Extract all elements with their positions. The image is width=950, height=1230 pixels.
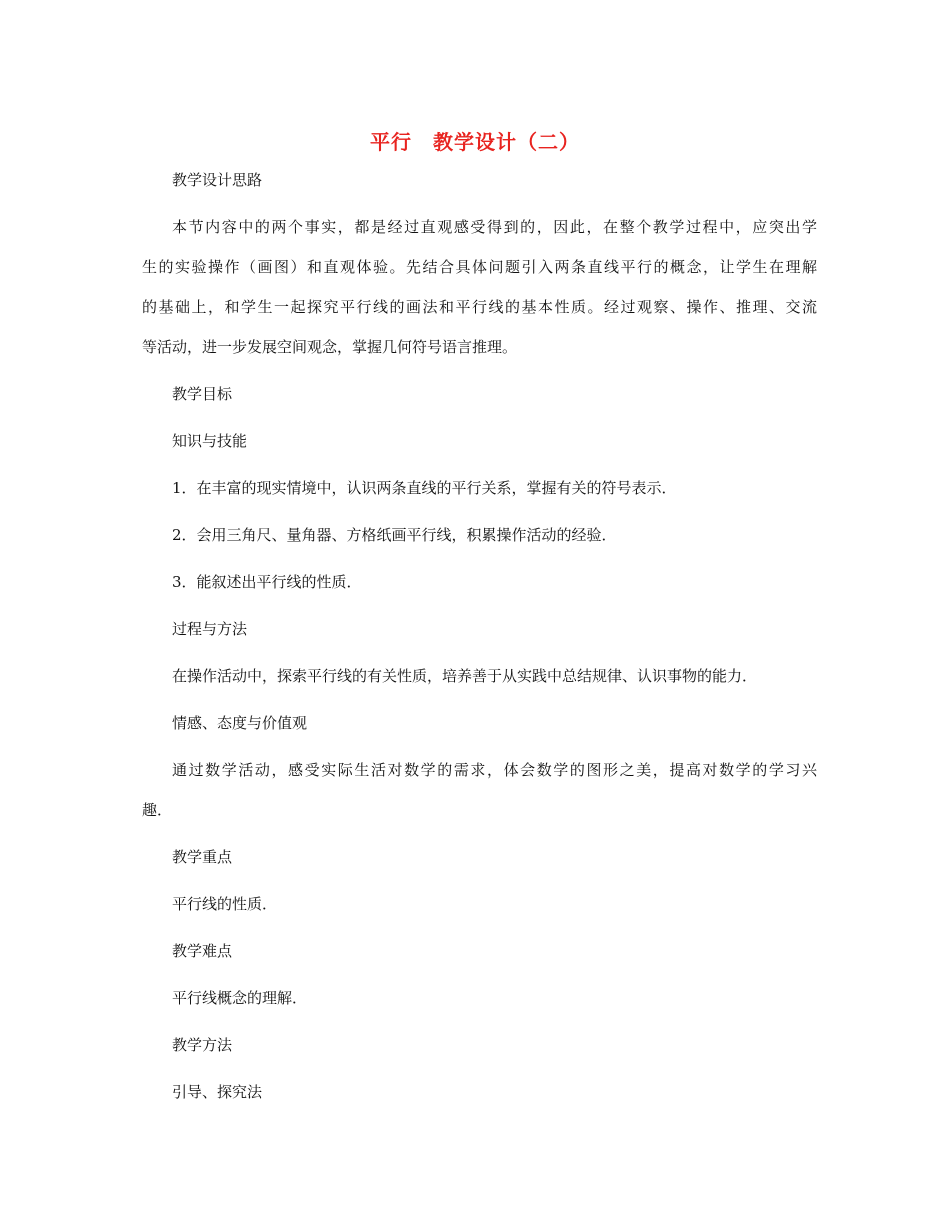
difficulty-text: 平行线概念的理解．	[172, 989, 308, 1007]
method-text: 引导、探究法	[172, 1083, 263, 1101]
process-text: 在操作活动中，探索平行线的有关性质，培养善于从实践中总结规律、认识事物的能力．	[172, 667, 758, 685]
knowledge-item-2: 2．会用三角尺、量角器、方格纸画平行线，积累操作活动的经验．	[172, 526, 617, 544]
design-idea-line-3: 的基础上，和学生一起探究平行线的画法和平行线的基本性质。经过观察、操作、推理、交流	[142, 298, 817, 316]
knowledge-item-1: 1．在丰富的现实情境中，认识两条直线的平行关系，掌握有关的符号表示．	[172, 479, 677, 497]
design-idea-heading: 教学设计思路	[172, 171, 263, 189]
key-point-heading: 教学重点	[172, 848, 233, 866]
design-idea-line-1: 本节内容中的两个事实，都是经过直观感受得到的，因此，在整个教学过程中，应突出学	[172, 218, 817, 236]
method-heading: 教学方法	[172, 1036, 233, 1054]
design-idea-line-4: 等活动，进一步发展空间观念，掌握几何符号语言推理。	[142, 338, 518, 356]
difficulty-heading: 教学难点	[172, 942, 233, 960]
objectives-heading: 教学目标	[172, 385, 233, 403]
document-title: 平行 教学设计（二）	[370, 130, 580, 154]
key-point-text: 平行线的性质．	[172, 895, 278, 913]
emotion-line-1: 通过数学活动，感受实际生活对数学的需求，体会数学的图形之美，提高对数学的学习兴	[172, 761, 817, 779]
emotion-line-2: 趣．	[142, 801, 173, 819]
design-idea-line-2: 生的实验操作（画图）和直观体验。先结合具体问题引入两条直线平行的概念，让学生在理解	[142, 258, 817, 276]
knowledge-item-3: 3．能叙述出平行线的性质．	[172, 573, 362, 591]
knowledge-heading: 知识与技能	[172, 432, 248, 450]
emotion-heading: 情感、态度与价值观	[172, 714, 308, 732]
process-heading: 过程与方法	[172, 620, 248, 638]
